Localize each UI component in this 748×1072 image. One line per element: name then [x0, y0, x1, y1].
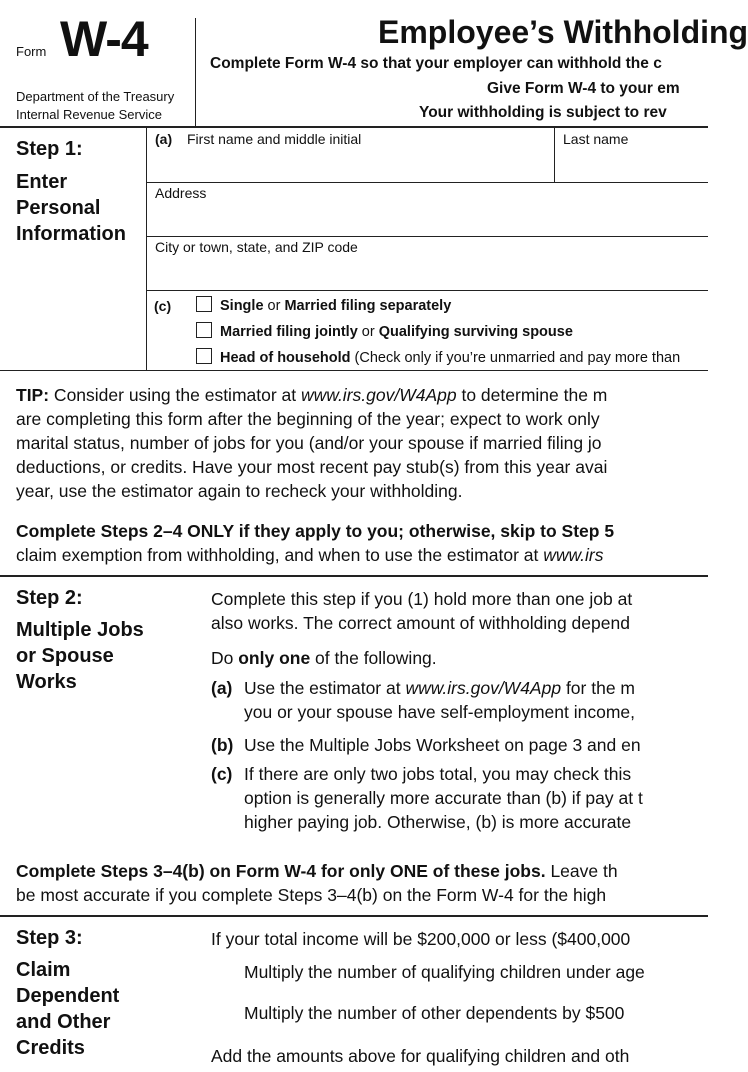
tip-line-2: are completing this form after the beginning of the year; expect to work only: [16, 409, 600, 429]
option-a-marker: (a): [211, 678, 233, 698]
form-number: W-4: [60, 11, 148, 67]
step-1-label: Step 1:: [16, 138, 83, 160]
single-option-label: Single or Married filing separately: [220, 298, 452, 314]
step-2-label: Step 2:: [16, 587, 83, 609]
step-3-top-rule: [0, 915, 708, 917]
form-word: Form: [16, 44, 47, 59]
single-checkbox[interactable]: [196, 296, 212, 312]
step-3-subtitle-2: Dependent: [16, 985, 120, 1007]
step-3-line-1: If your total income will be $200,000 or less ($400,000: [211, 929, 631, 949]
step-3-subtitle-1: Claim: [16, 959, 71, 981]
step-3-line-2: Multiply the number of qualifying children under age: [244, 962, 645, 982]
first-name-label: First name and middle initial: [187, 131, 362, 147]
steps-3-4b-line-2: be most accurate if you complete Steps 3–4(b) on the Form W-4 for the high: [16, 885, 607, 905]
step-1-subtitle-1: Enter: [16, 171, 68, 193]
city-row-rule: [147, 290, 708, 291]
married-jointly-checkbox[interactable]: [196, 322, 212, 338]
step-3-line-4: Add the amounts above for qualifying children and oth: [211, 1046, 630, 1066]
head-of-household-option-label: Head of household (Check only if you’re unmarried and pay more than: [220, 350, 681, 366]
option-c-line-3: higher paying job. Otherwise, (b) is more accurate: [244, 812, 632, 832]
dept-line-2: Internal Revenue Service: [16, 107, 162, 122]
steps-2-4-line-2: claim exemption from withholding, and when to use the estimator at www.irs: [16, 545, 604, 565]
tip-line-3: marital status, number of jobs for you (and/or your spouse if married filing jo: [16, 433, 602, 453]
address-field[interactable]: [147, 183, 708, 236]
option-b-line-1: Use the Multiple Jobs Worksheet on page 3 and en: [244, 735, 641, 755]
tip-line-1: TIP: Consider using the estimator at www.irs.gov/W4App to determine the m: [16, 385, 608, 405]
step-3-subtitle-3: and Other: [16, 1011, 111, 1033]
estimator-link-2[interactable]: www.irs: [543, 545, 604, 565]
header-line-2: Give Form W-4 to your em: [487, 80, 680, 97]
first-name-field[interactable]: [147, 128, 554, 182]
estimator-link[interactable]: www.irs.gov/W4App: [301, 385, 457, 405]
option-c-marker: (c): [211, 764, 233, 784]
last-name-field[interactable]: [555, 128, 708, 182]
field-c-marker: (c): [154, 298, 172, 314]
steps-2-4-line-1: Complete Steps 2–4 ONLY if they apply to you; otherwise, skip to Step 5: [16, 521, 615, 541]
option-b-marker: (b): [211, 735, 234, 755]
estimator-link-3[interactable]: www.irs.gov/W4App: [405, 678, 562, 698]
step-3-subtitle-4: Credits: [16, 1037, 85, 1059]
option-a-line-1: Use the estimator at www.irs.gov/W4App for the m: [244, 678, 635, 698]
dept-line-1: Department of the Treasury: [16, 89, 175, 104]
step-2-subtitle-1: Multiple Jobs: [16, 619, 144, 641]
step-2-line-1: Complete this step if you (1) hold more than one job at: [211, 589, 633, 609]
step-3-line-3: Multiply the number of other dependents by $500: [244, 1003, 625, 1023]
step-2-line-2: also works. The correct amount of withholding depend: [211, 613, 630, 633]
tip-line-4: deductions, or credits. Have your most recent pay stub(s) from this year avai: [16, 457, 608, 477]
option-c-line-2: option is generally more accurate than (b) if pay at t: [244, 788, 643, 808]
option-c-line-1: If there are only two jobs total, you may check this: [244, 764, 632, 784]
head-of-household-checkbox[interactable]: [196, 348, 212, 364]
step-1-subtitle-3: Information: [16, 223, 126, 245]
step-1-bottom-rule: [0, 370, 708, 371]
field-a-marker: (a): [155, 131, 173, 147]
tip-line-5: year, use the estimator again to recheck your withholding.: [16, 481, 463, 501]
step-2-subtitle-2: or Spouse: [16, 645, 114, 667]
step-2-do-only-one: Do only one of the following.: [211, 648, 437, 668]
last-name-label: Last name: [563, 131, 629, 147]
steps-3-4b-line-1: Complete Steps 3–4(b) on Form W-4 for only ONE of these jobs. Leave th: [16, 861, 618, 881]
option-a-line-2: you or your spouse have self-employment income,: [244, 702, 636, 722]
step-1-subtitle-2: Personal: [16, 197, 101, 219]
city-state-zip-label: City or town, state, and ZIP code: [155, 239, 358, 255]
header-divider: [195, 18, 196, 126]
form-title: Employee’s Withholding: [378, 14, 748, 50]
city-state-zip-field[interactable]: [147, 237, 708, 290]
married-jointly-option-label: Married filing jointly or Qualifying surviving spouse: [220, 324, 573, 340]
header-line-3: Your withholding is subject to rev: [419, 104, 667, 121]
step-2-top-rule: [0, 575, 708, 577]
header-line-1: Complete Form W-4 so that your employer can withhold the c: [210, 55, 662, 72]
address-label: Address: [155, 185, 207, 201]
step-3-label: Step 3:: [16, 927, 83, 949]
step-2-subtitle-3: Works: [16, 671, 77, 693]
